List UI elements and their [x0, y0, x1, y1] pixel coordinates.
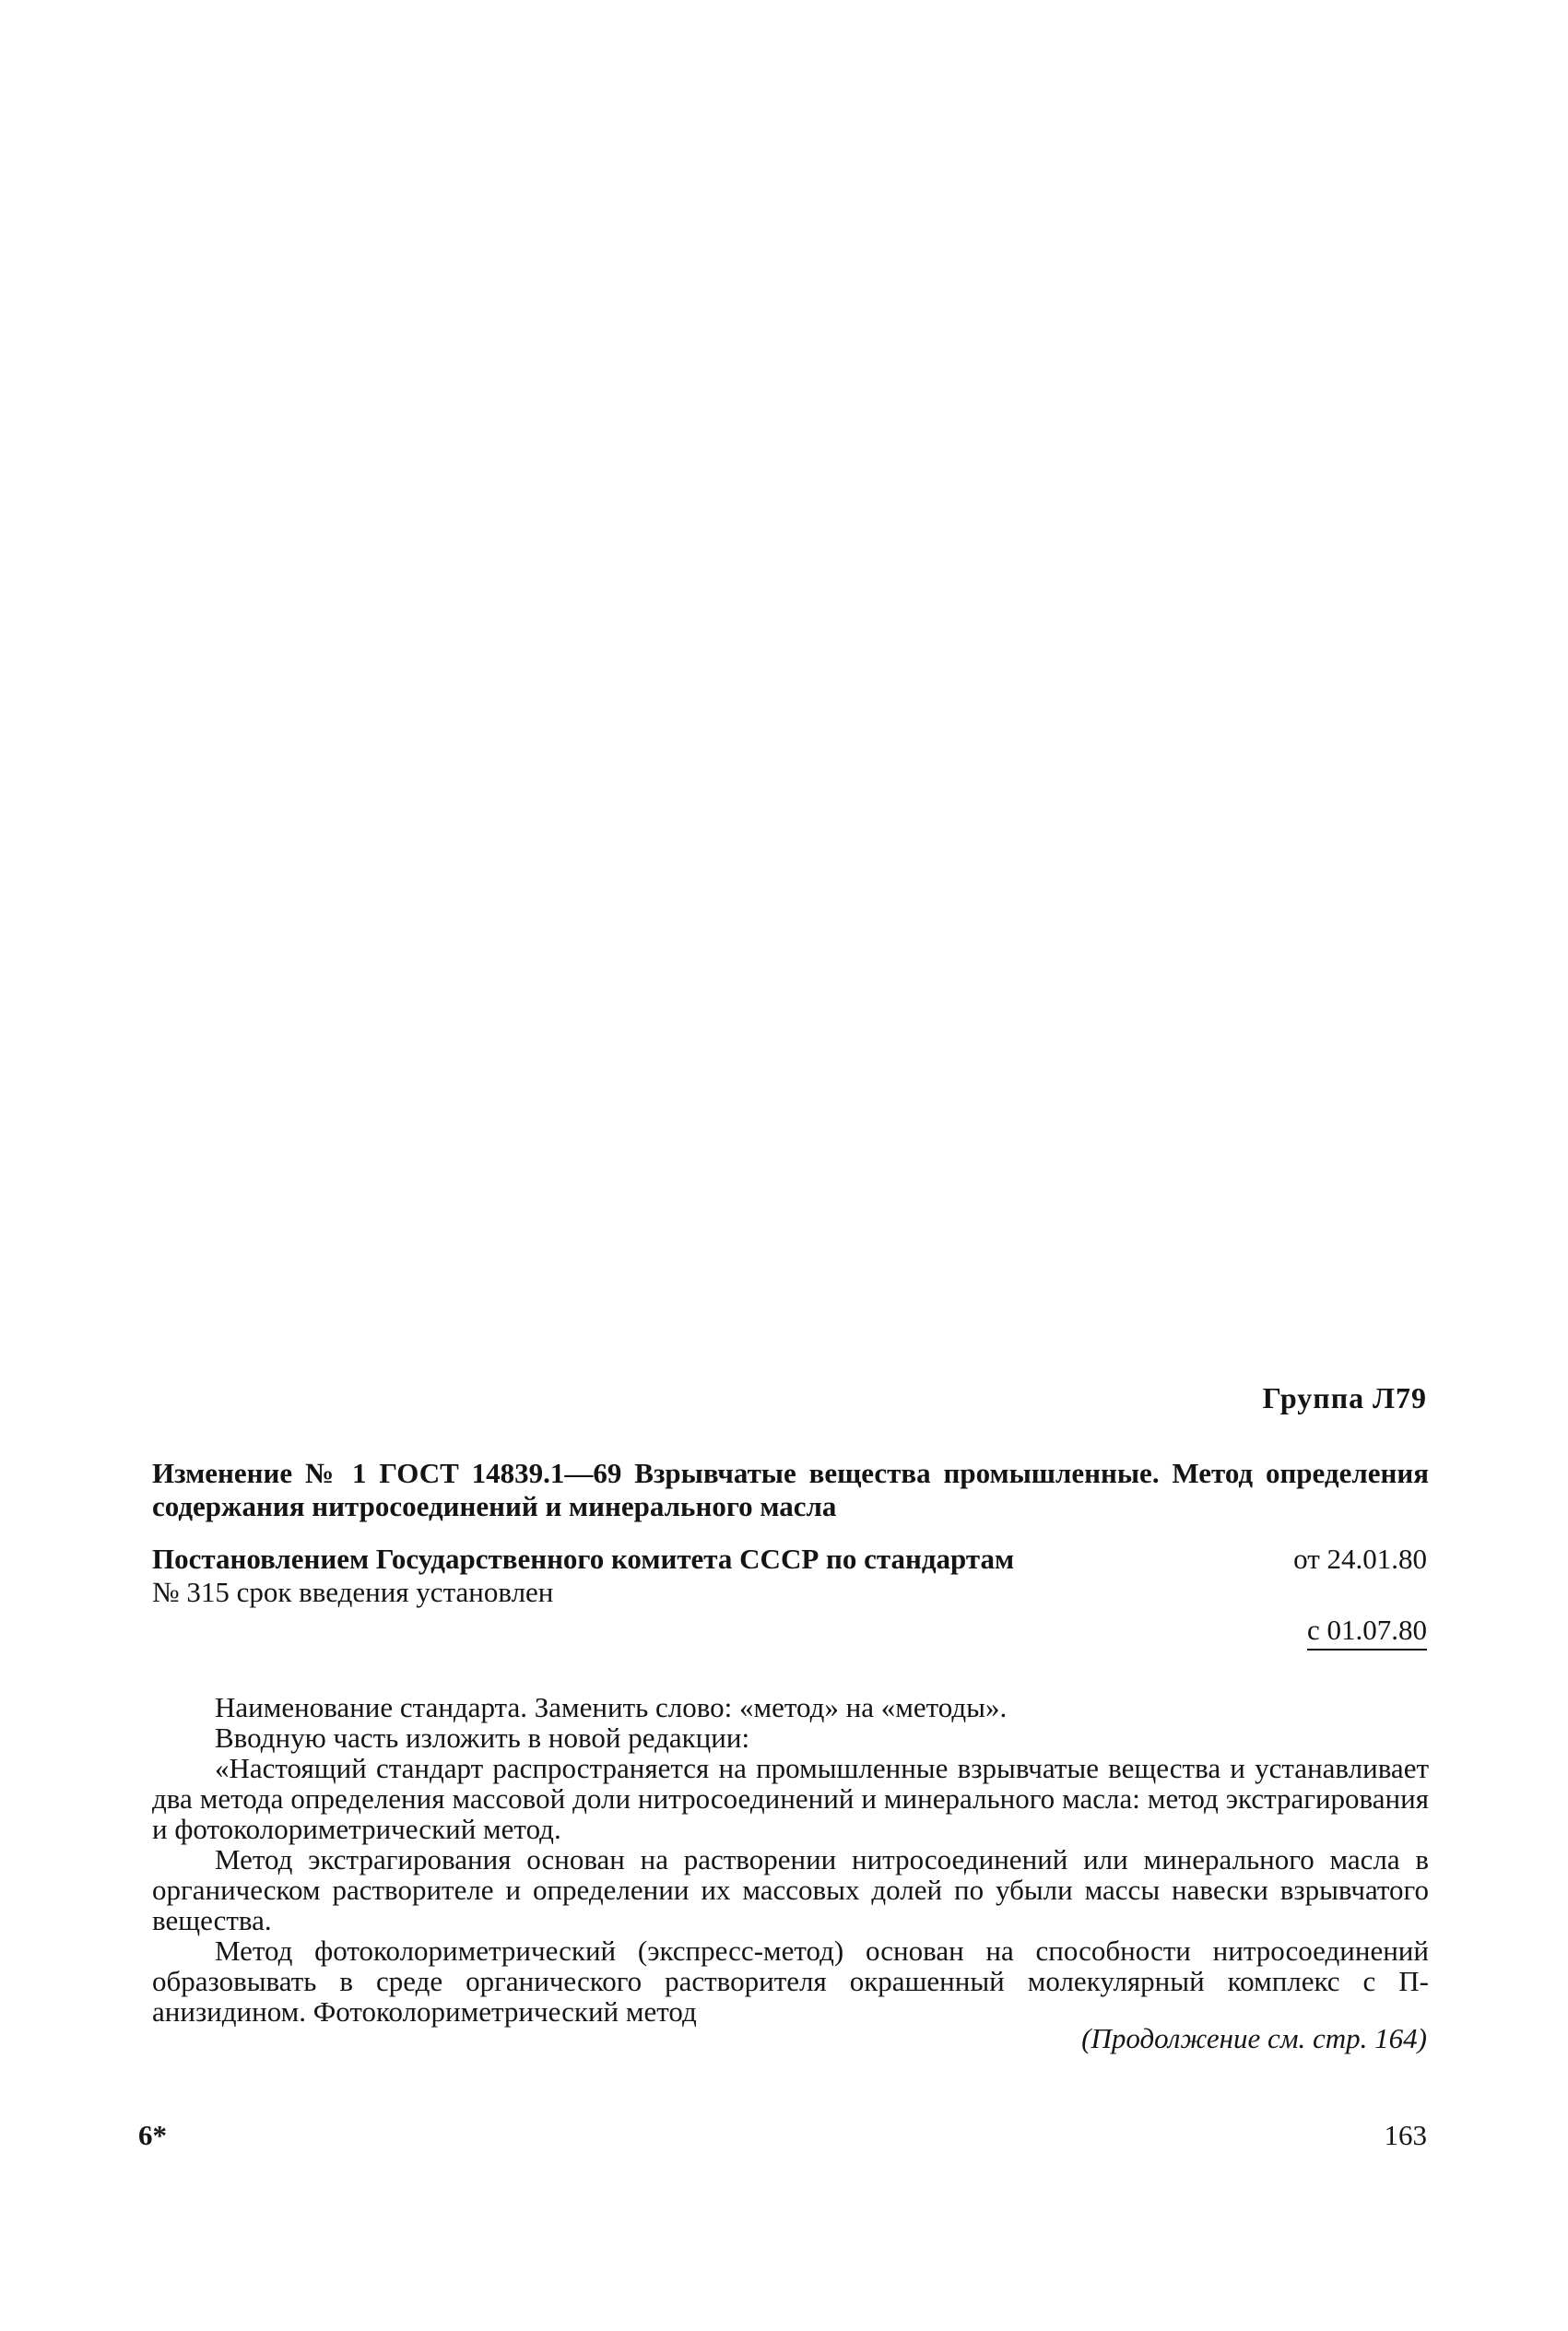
decree-date: от 24.01.80	[1293, 1543, 1427, 1575]
decree-text: Постановлением Государственного комитета СССР по стандартам	[152, 1543, 1015, 1575]
decree-block	[152, 1543, 1429, 1609]
page-number: 163	[1384, 2119, 1427, 2151]
paragraph: Метод фотоколориметрический (экспресс-метод) основан на способности нитросоединений образовывать в среде органического растворителя окрашенный молекулярный комплекс с П-анизидином. Фотоколориметрический метод	[152, 1935, 1429, 2028]
body-text	[152, 1692, 1429, 2027]
group-label: Группа Л79	[1262, 1381, 1427, 1414]
decree-number-line: № 315 срок введения установлен	[152, 1576, 554, 1608]
signature-mark: 6*	[138, 2119, 167, 2151]
change-title: Изменение № 1 ГОСТ 14839.1—69 Взрывчатые вещества промышленные. Метод определения содержания нитросоединений и минерального масла	[152, 1457, 1429, 1522]
paragraph: Наименование стандарта. Заменить слово: «метод» на «методы».	[215, 1691, 1008, 1723]
effective-date: с 01.07.80	[1307, 1614, 1427, 1651]
paragraph: Метод экстрагирования основан на растворении нитросоединений или минерального масла в органическом растворителе и определении их массовых долей по убыли массы навески взрывчатого вещества.	[152, 1843, 1429, 1936]
continuation-note: (Продолжение см. стр. 164)	[1081, 2022, 1427, 2054]
paragraph: «Настоящий стандарт распространяется на промышленные взрывчатые вещества и устанавливает два метода определения массовой доли нитросоединений и минерального масла: метод экстрагирования и фотоколориметрический метод.	[152, 1752, 1429, 1845]
paragraph: Вводную часть изложить в новой редакции:	[215, 1722, 750, 1754]
